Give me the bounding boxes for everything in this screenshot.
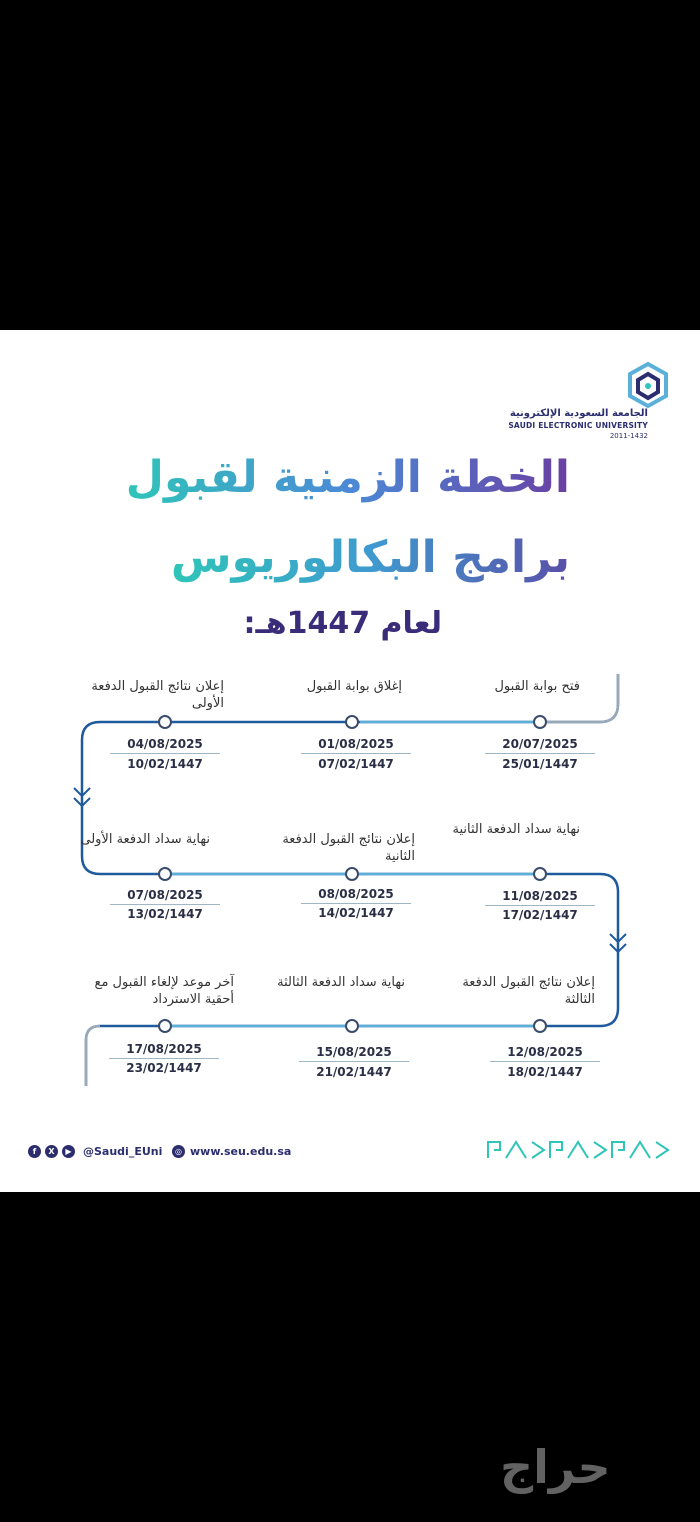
timeline-node	[534, 1020, 546, 1032]
timeline-node	[346, 868, 358, 880]
event-label: فتح بوابة القبول	[494, 679, 580, 694]
event-date-gregorian: 12/08/2025	[507, 1045, 583, 1059]
event-date-gregorian: 17/08/2025	[126, 1042, 202, 1056]
event-date-gregorian: 07/08/2025	[127, 888, 203, 902]
social-handle[interactable]: @Saudi_EUni	[83, 1145, 163, 1158]
event-label: نهاية سداد الدفعة الأولى	[80, 832, 210, 847]
event-date-hijri: 18/02/1447	[507, 1065, 583, 1079]
university-name-english: SAUDI ELECTRONIC UNIVERSITY	[508, 421, 648, 430]
website-link[interactable]	[172, 1145, 291, 1158]
event-label: نهاية سداد الدفعة الثانية	[452, 822, 580, 837]
event-date-gregorian: 11/08/2025	[502, 889, 578, 903]
event-date-gregorian: 15/08/2025	[316, 1045, 392, 1059]
timeline-node	[159, 868, 171, 880]
event-label: نهاية سداد الدفعة الثالثة	[277, 975, 405, 990]
website-text[interactable]: www.seu.edu.sa	[190, 1145, 292, 1158]
event-date-hijri: 07/02/1447	[318, 757, 394, 771]
event-date-hijri: 13/02/1447	[127, 907, 203, 921]
event-label: إعلان نتائج القبول الدفعة الثالثة	[462, 975, 595, 1007]
timeline-node	[346, 716, 358, 728]
facebook-icon[interactable]: f	[28, 1145, 41, 1158]
event-label: إعلان نتائج القبول الدفعة الثانية	[282, 832, 415, 864]
timeline-node	[159, 1020, 171, 1032]
event-label: إعلان نتائج القبول الدفعة الأولى	[91, 679, 224, 711]
title-line-1: الخطة الزمنية لقبول	[125, 452, 570, 503]
event-date-gregorian: 04/08/2025	[127, 737, 203, 751]
globe-icon: ◎	[172, 1145, 185, 1158]
university-name-arabic: الجامعة السعودية الإلكترونية	[509, 408, 648, 419]
youtube-icon[interactable]: ▶	[62, 1145, 75, 1158]
timeline-node	[534, 868, 546, 880]
watermark: حراج	[500, 1440, 611, 1494]
social-links	[28, 1145, 162, 1158]
decorative-pattern	[486, 1140, 674, 1160]
event-label: إغلاق بوابة القبول	[306, 679, 402, 694]
event-date-hijri: 14/02/1447	[318, 906, 394, 920]
university-years: 2011-1432	[609, 432, 648, 440]
event-date-gregorian: 20/07/2025	[502, 737, 578, 751]
title-line-2: برامج البكالوريوس	[170, 532, 570, 583]
event-label: آخر موعد لإلغاء القبول مع أحقية الاسترداد	[94, 975, 234, 1007]
event-date-hijri: 21/02/1447	[316, 1065, 392, 1079]
title-year: لعام 1447هـ:	[243, 606, 442, 641]
timeline-node	[534, 716, 546, 728]
event-date-gregorian: 08/08/2025	[318, 887, 394, 901]
timeline-node	[346, 1020, 358, 1032]
x-icon[interactable]: X	[45, 1145, 58, 1158]
event-date-gregorian: 01/08/2025	[318, 737, 394, 751]
event-date-hijri: 10/02/1447	[127, 757, 203, 771]
event-date-hijri: 23/02/1447	[126, 1061, 202, 1075]
event-date-hijri: 25/01/1447	[502, 757, 578, 771]
timeline-node	[159, 716, 171, 728]
event-date-hijri: 17/02/1447	[502, 908, 578, 922]
